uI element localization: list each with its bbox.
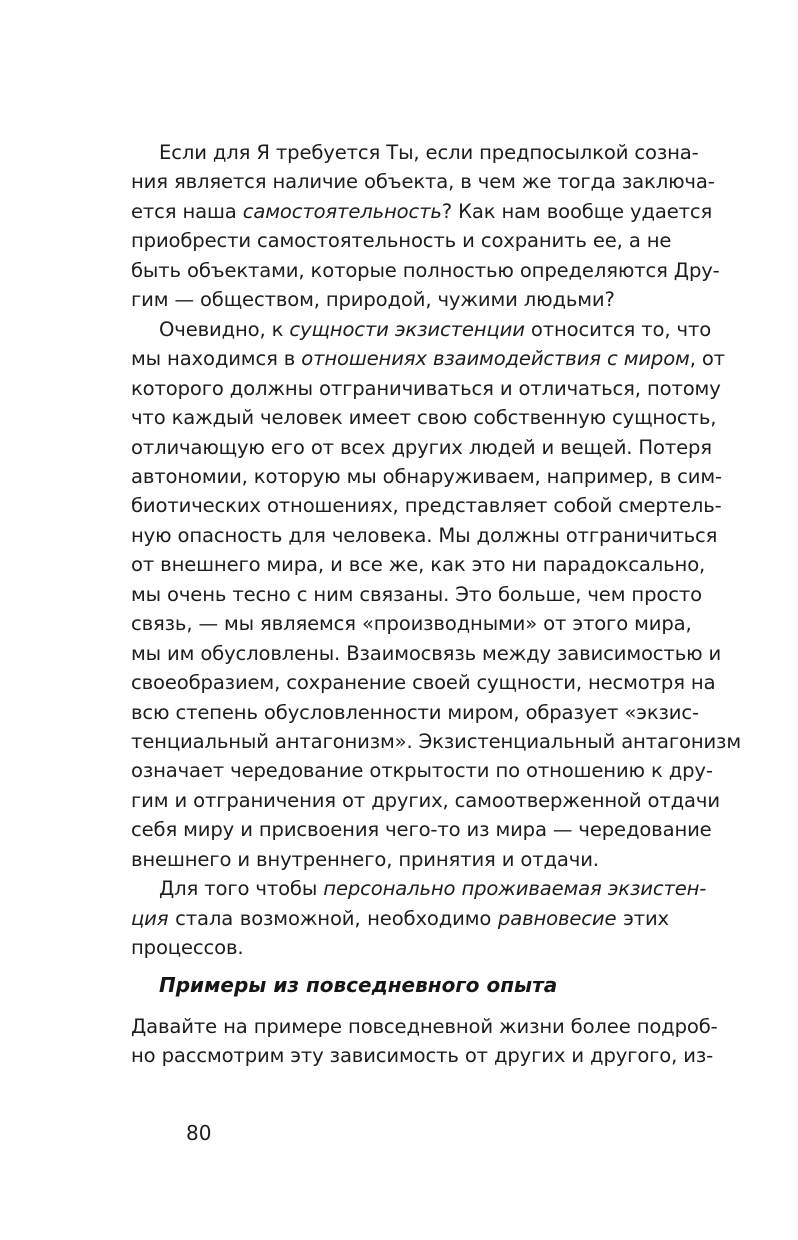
emphasis-text: равновесие (497, 906, 617, 930)
text-span: Если для Я требуется Ты, если предпосылкой созна- (159, 141, 699, 164)
text-line (131, 668, 716, 698)
text-span: которого должны отграничиваться и отличаться, потому (131, 376, 721, 400)
text-span: связь, — мы являемся «производными» от этого мира, (131, 612, 692, 636)
text-span: себя миру и присвоения чего-то из мира — чередование (131, 818, 712, 842)
text-line (131, 550, 706, 580)
text-line (131, 256, 720, 286)
text-line (131, 609, 692, 639)
text-line (131, 639, 722, 669)
text-span: относится то, что (524, 317, 712, 341)
text-line (131, 933, 669, 963)
text-span: автономии, которую мы обнаруживаем, например, в сим- (131, 464, 722, 488)
emphasis-text: ция (131, 906, 169, 930)
text-line (131, 344, 725, 374)
text-span: внешнего и внутреннего, принятия и отдачи. (131, 847, 599, 871)
text-span: от внешнего мира, и все же, как это ни парадоксально, (131, 553, 706, 577)
text-line (131, 580, 702, 610)
text-line (131, 197, 713, 227)
text-line (131, 845, 669, 875)
text-span: биотических отношениях, представляет собой смертель- (131, 494, 722, 518)
section-heading: Примеры из повседневного опыта (159, 973, 558, 997)
text-span: ную опасность для человека. Мы должны отграничиться (131, 523, 718, 547)
text-span: Очевидно, к (159, 317, 290, 341)
text-line (131, 433, 712, 463)
text-span: тенциальный антагонизм». Экзистенциальный антагонизм (131, 730, 741, 753)
text-line (159, 138, 699, 168)
text-span: ? Как нам вообще удается (441, 199, 713, 223)
page-number: 80 (186, 1121, 212, 1145)
text-line (131, 756, 713, 786)
text-span: гим — обществом, природой, чужими людьми? (131, 288, 615, 312)
text-line (159, 315, 712, 345)
text-span: быть объектами, которые полностью определяются Дру- (131, 258, 720, 282)
text-line (131, 521, 718, 551)
text-span: приобрести самостоятельность и сохранить ее, а не (131, 229, 672, 253)
text-span: всю степень обусловленности миром, образует «экзис- (131, 700, 699, 724)
text-span: Давайте на примере повседневной жизни более подроб- (131, 1015, 718, 1038)
text-span: стала возможной, необходимо (168, 906, 498, 930)
text-span: что каждый человек имеет свою собственную сущность, (131, 406, 717, 430)
text-span: этих (616, 906, 669, 930)
text-span: ется наша (131, 199, 243, 223)
text-line (131, 226, 672, 256)
text-line (131, 1041, 714, 1071)
text-line (131, 786, 720, 816)
text-line (131, 1012, 718, 1042)
text-line (131, 727, 741, 757)
text-line (131, 904, 669, 934)
text-line (131, 403, 717, 433)
text-line (131, 462, 722, 492)
text-line (131, 698, 699, 728)
emphasis-text: сущности экзистенции (289, 317, 525, 341)
text-span: мы очень тесно с ним связаны. Это больше, чем просто (131, 582, 702, 606)
text-span: своеобразием, сохранение своей сущности, несмотря на (131, 671, 716, 695)
text-span: , от (689, 347, 725, 371)
text-span: ния является наличие объекта, в чем же тогда заключа- (131, 170, 715, 194)
text-span: но рассмотрим эту зависимость от других и другого, из- (131, 1044, 714, 1068)
text-span: Для того чтобы (159, 877, 324, 901)
emphasis-text: персонально проживаемая экзистен- (323, 877, 707, 901)
emphasis-text: самостоятельность (242, 199, 442, 223)
text-span: гим и отграничения от других, самоотверженной отдачи (131, 788, 720, 812)
text-span: означает чередование открытости по отношению к дру- (131, 759, 713, 783)
text-span: отличающую его от всех других людей и вещей. Потеря (131, 435, 712, 459)
text-line (131, 491, 722, 521)
text-line (131, 374, 721, 404)
text-span: процессов. (131, 936, 244, 960)
text-line (131, 167, 715, 197)
emphasis-text: отношениях взаимодействия с миром (301, 347, 690, 371)
text-line (131, 815, 712, 845)
text-line (131, 285, 669, 315)
text-span: мы им обусловлены. Взаимосвязь между зависимостью и (131, 641, 722, 665)
text-line (159, 874, 707, 904)
text-span: мы находимся в (131, 347, 302, 371)
